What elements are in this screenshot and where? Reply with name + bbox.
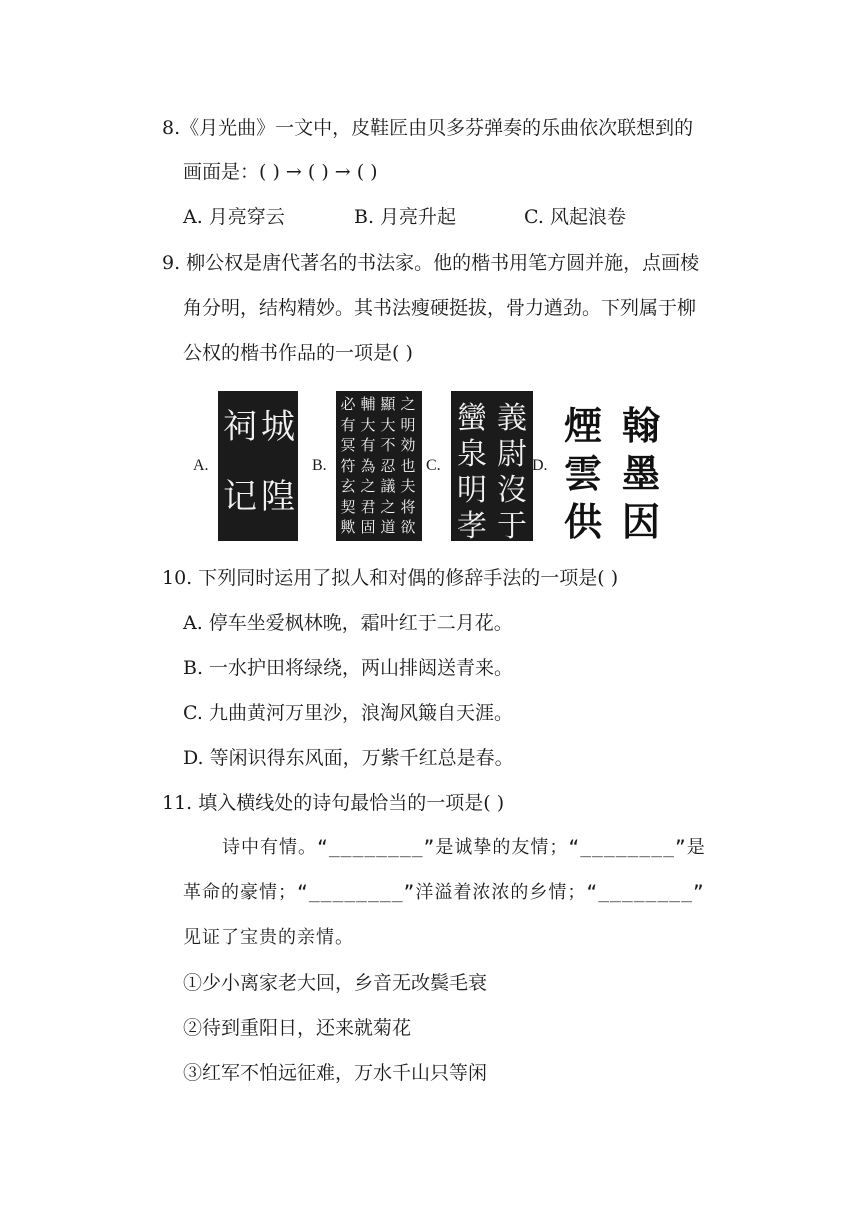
- glyph: 議: [380, 477, 396, 495]
- glyph: 记: [223, 477, 257, 517]
- glyph: 明: [457, 473, 487, 508]
- q8-option-b: B. 月亮升起: [354, 206, 457, 228]
- glyph: 雲: [563, 452, 602, 496]
- glyph: 夫: [400, 477, 416, 495]
- q9-label-a: A.: [193, 457, 209, 474]
- glyph: 冥: [340, 436, 356, 454]
- q9-label-b: B.: [312, 457, 327, 474]
- q11-passage-line3: 见证了宝贵的亲情。: [183, 927, 354, 948]
- glyph: 将: [400, 497, 416, 516]
- glyph: 之: [380, 497, 396, 516]
- glyph: 泉: [457, 437, 487, 472]
- glyph: 効: [400, 436, 416, 454]
- glyph: 符: [340, 456, 356, 475]
- q10-stem: 10. 下列同时运用了拟人和对偶的修辞手法的一项是( ): [162, 567, 619, 589]
- q11-poem-3: ③红军不怕远征难，万水千山只等闲: [183, 1062, 488, 1084]
- glyph: 輔: [360, 395, 376, 413]
- glyph: 沒: [497, 473, 527, 508]
- glyph: 契: [340, 497, 356, 516]
- calligraphy-image-b: [336, 391, 422, 541]
- q8-stem-line1: 8.《月光曲》一文中，皮鞋匠由贝多芬弹奏的乐曲依次联想到的: [162, 117, 694, 139]
- glyph: 忍: [380, 456, 396, 475]
- q10-option-b: B. 一水护田将绿绕，两山排闼送青来。: [183, 657, 514, 679]
- glyph: 君: [360, 497, 376, 516]
- glyph: 為: [360, 456, 376, 475]
- glyph: 道: [380, 518, 396, 536]
- glyph: 明: [400, 415, 416, 434]
- glyph: 尉: [497, 437, 527, 472]
- glyph: 有: [340, 415, 356, 434]
- glyph: 隍: [261, 477, 295, 517]
- glyph: 欲: [400, 518, 416, 536]
- glyph: 固: [360, 518, 376, 536]
- q10-option-c: C. 九曲黄河万里沙，浪淘风簸自天涯。: [183, 702, 513, 724]
- glyph: 之: [400, 395, 416, 413]
- q9-label-c: C.: [426, 457, 441, 474]
- glyph: 歟: [340, 518, 356, 536]
- glyph: 顯: [380, 395, 396, 413]
- q9-label-d: D.: [532, 457, 548, 474]
- glyph: 也: [400, 456, 416, 475]
- q8-stem-line2: 画面是：( ) → ( ) → ( ): [183, 161, 378, 183]
- glyph: 大: [360, 415, 376, 434]
- glyph: 煙: [563, 404, 602, 448]
- q11-stem: 11. 填入横线处的诗句最恰当的一项是( ): [162, 792, 505, 814]
- glyph: 必: [340, 395, 356, 413]
- glyph: 玄: [340, 477, 356, 495]
- q9-stem-line3: 公权的楷书作品的一项是( ): [183, 342, 413, 364]
- q11-passage-line1: 诗中有情。“________”是诚挚的友情；“________”是: [222, 837, 706, 858]
- calligraphy-image-a: [218, 391, 298, 541]
- q10-option-a: A. 停车坐爱枫林晚，霜叶红于二月花。: [183, 612, 513, 634]
- q8-option-c: C. 风起浪卷: [524, 206, 626, 228]
- q9-stem-line2: 角分明，结构精妙。其书法瘦硬挺拔，骨力遒劲。下列属于柳: [183, 297, 697, 319]
- glyph: 孝: [457, 509, 487, 544]
- q11-poem-2: ②待到重阳日，还来就菊花: [183, 1017, 412, 1039]
- glyph: 墨: [621, 452, 660, 496]
- calligraphy-image-c: [451, 391, 533, 544]
- glyph: 蠻: [457, 401, 487, 436]
- glyph: 翰: [621, 404, 660, 448]
- glyph: 因: [621, 500, 660, 544]
- glyph: 供: [563, 500, 602, 544]
- glyph: 不: [380, 436, 396, 454]
- q9-stem-line1: 9. 柳公权是唐代著名的书法家。他的楷书用笔方圆并施，点画棱: [162, 252, 700, 274]
- glyph: 城: [261, 407, 295, 447]
- q11-passage-line2: 革命的豪情；“________”洋溢着浓浓的乡情；“________”: [183, 882, 705, 903]
- glyph: 于: [497, 509, 527, 544]
- q9-calligraphy-options: [190, 387, 690, 542]
- calligraphy-image-d: [554, 391, 674, 544]
- glyph: 義: [497, 401, 527, 436]
- glyph: 大: [380, 415, 396, 434]
- glyph: 有: [360, 436, 376, 454]
- q10-option-d: D. 等闲识得东风面，万紫千红总是春。: [183, 747, 514, 769]
- glyph: 祠: [223, 407, 257, 447]
- glyph: 之: [360, 477, 376, 495]
- q8-option-a: A. 月亮穿云: [183, 206, 285, 228]
- q11-poem-1: ①少小离家老大回，乡音无改鬓毛衰: [183, 972, 488, 994]
